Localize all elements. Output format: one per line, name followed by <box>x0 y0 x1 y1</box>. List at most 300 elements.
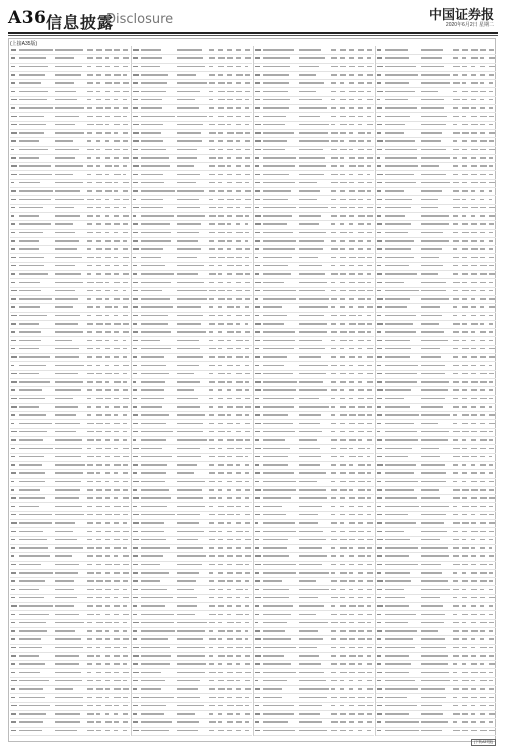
table-cell <box>471 99 476 101</box>
table-cell <box>255 647 261 649</box>
table-cell <box>255 215 261 217</box>
table-cell <box>462 481 466 483</box>
table-cell <box>209 406 213 408</box>
table-cell <box>340 306 345 308</box>
table-cell <box>471 721 476 723</box>
table-cell <box>55 273 81 275</box>
table-cell <box>462 107 469 109</box>
table-cell <box>462 638 467 640</box>
table-cell <box>11 414 15 416</box>
table-cell <box>331 290 336 292</box>
table-cell <box>177 663 206 665</box>
table-cell <box>218 614 223 616</box>
table-cell <box>11 99 17 101</box>
table-cell <box>453 265 458 267</box>
table-cell <box>331 423 336 425</box>
table-cell <box>133 174 138 176</box>
table-cell <box>96 663 101 665</box>
table-cell <box>385 688 418 690</box>
table-cell <box>96 589 102 591</box>
table-cell <box>105 414 111 416</box>
table-cell <box>421 91 438 93</box>
table-cell <box>55 506 82 508</box>
table-cell <box>19 555 50 557</box>
table-cell <box>105 655 110 657</box>
table-cell <box>11 439 16 441</box>
table-cell <box>141 182 164 184</box>
table-cell <box>299 107 327 109</box>
table-cell <box>453 406 459 408</box>
table-cell <box>218 348 222 350</box>
table-cell <box>245 223 248 225</box>
table-cell <box>480 290 485 292</box>
table-cell <box>55 348 79 350</box>
table-cell <box>255 182 260 184</box>
table-cell <box>209 273 216 275</box>
table-cell <box>141 614 174 616</box>
table-cell <box>96 472 100 474</box>
table-cell <box>471 481 477 483</box>
table-cell <box>385 605 409 607</box>
table-cell <box>133 721 138 723</box>
table-cell <box>299 157 325 159</box>
table-cell <box>471 91 478 93</box>
table-cell <box>453 638 459 640</box>
table-cell <box>87 705 93 707</box>
table-cell <box>87 497 93 499</box>
table-cell <box>421 580 448 582</box>
table-cell <box>177 199 199 201</box>
table-cell <box>141 605 165 607</box>
table-cell <box>19 531 43 533</box>
table-cell <box>480 531 486 533</box>
table-cell <box>105 323 111 325</box>
table-cell <box>358 448 365 450</box>
table-cell <box>245 680 250 682</box>
table-cell <box>114 580 120 582</box>
table-cell <box>385 240 414 242</box>
table-cell <box>141 489 169 491</box>
table-cell <box>236 439 243 441</box>
table-cell <box>133 506 137 508</box>
table-cell <box>421 190 442 192</box>
table-cell <box>218 572 223 574</box>
table-cell <box>177 647 205 649</box>
table-cell <box>462 248 468 250</box>
table-cell <box>263 381 297 383</box>
table-cell <box>236 638 242 640</box>
table-cell <box>114 140 120 142</box>
table-cell <box>263 340 295 342</box>
table-cell <box>349 630 356 632</box>
table-cell <box>255 124 261 126</box>
table-cell <box>11 688 15 690</box>
table-cell <box>331 680 337 682</box>
table-cell <box>489 481 494 483</box>
table-cell <box>377 580 383 582</box>
table-cell <box>177 232 199 234</box>
table-cell <box>236 506 241 508</box>
table-cell <box>19 124 46 126</box>
table-cell <box>489 190 492 192</box>
table-cell <box>123 564 129 566</box>
table-cell <box>236 389 242 391</box>
table-cell <box>19 564 41 566</box>
table-cell <box>358 472 365 474</box>
table-cell <box>421 647 446 649</box>
table-cell <box>299 713 320 715</box>
table-cell <box>471 589 477 591</box>
table-cell <box>55 721 80 723</box>
table-cell <box>133 124 139 126</box>
table-cell <box>331 82 336 84</box>
table-cell <box>55 655 79 657</box>
table-cell <box>462 456 469 458</box>
table-cell <box>453 614 457 616</box>
table-cell <box>331 730 337 732</box>
table-cell <box>105 91 110 93</box>
table-cell <box>114 522 119 524</box>
table-cell <box>480 489 486 491</box>
table-cell <box>19 680 49 682</box>
table-cell <box>236 605 241 607</box>
table-cell <box>385 564 418 566</box>
table-cell <box>114 531 120 533</box>
table-cell <box>367 638 372 640</box>
table-cell <box>177 531 204 533</box>
table-cell <box>421 348 440 350</box>
table-cell <box>255 655 261 657</box>
table-cell <box>453 57 458 59</box>
table-cell <box>367 414 372 416</box>
table-cell <box>480 82 484 84</box>
table-cell <box>377 232 381 234</box>
table-cell <box>331 91 336 93</box>
table-cell <box>218 190 224 192</box>
table-cell <box>19 298 52 300</box>
table-cell <box>462 630 468 632</box>
table-cell <box>471 306 476 308</box>
table-cell <box>218 439 223 441</box>
table-cell <box>255 91 260 93</box>
table-cell <box>209 389 213 391</box>
table-cell <box>141 680 165 682</box>
table-cell <box>96 74 101 76</box>
table-cell <box>245 149 250 151</box>
table-cell <box>462 306 468 308</box>
table-cell <box>255 348 259 350</box>
table-cell <box>255 472 260 474</box>
table-cell <box>96 414 102 416</box>
table-cell <box>331 298 337 300</box>
table-cell <box>340 630 346 632</box>
table-cell <box>367 730 371 732</box>
table-cell <box>299 697 327 699</box>
table-cell <box>331 57 337 59</box>
table-cell <box>471 157 476 159</box>
table-cell <box>236 705 243 707</box>
table-cell <box>19 107 53 109</box>
table-cell <box>462 555 468 557</box>
table-cell <box>421 730 442 732</box>
table-cell <box>141 49 161 51</box>
table-cell <box>489 539 493 541</box>
table-cell <box>385 157 417 159</box>
table-cell <box>421 539 440 541</box>
table-cell <box>340 99 346 101</box>
table-cell <box>245 705 249 707</box>
table-cell <box>263 472 294 474</box>
table-cell <box>245 547 251 549</box>
table-cell <box>421 298 449 300</box>
table-cell <box>377 74 381 76</box>
table-cell <box>227 74 232 76</box>
table-cell <box>105 531 111 533</box>
table-cell <box>471 456 477 458</box>
table-cell <box>114 572 120 574</box>
table-cell <box>114 464 121 466</box>
table-cell <box>255 705 259 707</box>
table-cell <box>105 472 110 474</box>
table-cell <box>255 423 261 425</box>
table-cell <box>218 481 222 483</box>
table-cell <box>218 74 223 76</box>
table-cell <box>227 506 234 508</box>
table-cell <box>19 381 50 383</box>
table-cell <box>299 406 329 408</box>
table-cell <box>123 348 127 350</box>
table-cell <box>367 116 371 118</box>
table-cell <box>349 456 356 458</box>
table-cell <box>453 248 457 250</box>
table-cell <box>299 182 317 184</box>
table-cell <box>141 398 164 400</box>
table-cell <box>263 207 296 209</box>
table-cell <box>263 389 296 391</box>
table-cell <box>299 605 324 607</box>
table-cell <box>105 190 112 192</box>
table-cell <box>453 672 457 674</box>
table-cell <box>177 373 194 375</box>
table-cell <box>377 149 382 151</box>
table-cell <box>177 423 203 425</box>
table-cell <box>105 66 110 68</box>
table-cell <box>421 688 445 690</box>
table-cell <box>236 182 242 184</box>
table-cell <box>123 365 129 367</box>
table-cell <box>358 489 365 491</box>
table-cell <box>453 273 458 275</box>
table-cell <box>236 174 241 176</box>
table-cell <box>96 298 102 300</box>
table-cell <box>471 282 477 284</box>
table-cell <box>87 406 91 408</box>
table-cell <box>209 215 216 217</box>
table-cell <box>367 99 373 101</box>
table-cell <box>453 99 460 101</box>
table-cell <box>87 190 92 192</box>
table-cell <box>471 672 478 674</box>
table-cell <box>123 589 127 591</box>
table-cell <box>480 348 485 350</box>
table-cell <box>340 456 344 458</box>
table-cell <box>114 539 120 541</box>
table-cell <box>105 257 111 259</box>
table-cell <box>177 356 203 358</box>
table-cell <box>471 605 476 607</box>
table-cell <box>141 223 170 225</box>
table-cell <box>123 265 128 267</box>
table-cell <box>19 157 39 159</box>
table-cell <box>209 564 215 566</box>
table-cell <box>123 290 126 292</box>
table-cell <box>340 721 346 723</box>
table-cell <box>480 91 486 93</box>
table-cell <box>96 647 100 649</box>
table-cell <box>255 157 259 159</box>
table-cell <box>331 414 335 416</box>
table-cell <box>227 348 233 350</box>
table-cell <box>11 232 15 234</box>
table-cell <box>96 614 100 616</box>
table-cell <box>462 82 466 84</box>
table-cell <box>227 49 232 51</box>
table-cell <box>331 107 336 109</box>
table-cell <box>218 506 224 508</box>
table-cell <box>105 564 112 566</box>
table-cell <box>421 49 443 51</box>
table-cell <box>227 373 231 375</box>
table-cell <box>299 331 327 333</box>
table-cell <box>96 622 103 624</box>
table-cell <box>123 688 129 690</box>
table-cell <box>480 282 486 284</box>
table-cell <box>367 514 371 516</box>
table-cell <box>141 697 174 699</box>
table-cell <box>489 605 493 607</box>
table-cell <box>377 472 381 474</box>
table-cell <box>367 622 371 624</box>
table-cell <box>218 539 223 541</box>
table-cell <box>218 207 223 209</box>
table-cell <box>471 132 477 134</box>
table-cell <box>245 423 250 425</box>
table-cell <box>133 406 137 408</box>
table-cell <box>349 472 355 474</box>
table-cell <box>96 165 100 167</box>
table-cell <box>349 489 353 491</box>
table-cell <box>299 298 329 300</box>
table-cell <box>133 381 136 383</box>
table-cell <box>11 265 16 267</box>
table-cell <box>236 713 240 715</box>
table-cell <box>141 431 173 433</box>
table-cell <box>367 182 372 184</box>
table-cell <box>96 91 100 93</box>
table-cell <box>385 248 411 250</box>
table-cell <box>489 655 494 657</box>
table-cell <box>227 157 231 159</box>
table-cell <box>245 273 250 275</box>
table-cell <box>55 597 77 599</box>
table-cell <box>489 165 493 167</box>
table-cell <box>299 456 321 458</box>
table-cell <box>489 232 493 234</box>
table-cell <box>123 99 127 101</box>
table-cell <box>133 672 139 674</box>
table-cell <box>421 149 446 151</box>
table-cell <box>105 514 112 516</box>
table-cell <box>377 66 383 68</box>
table-cell <box>367 257 372 259</box>
table-cell <box>123 580 128 582</box>
table-cell <box>299 140 329 142</box>
table-cell <box>453 232 458 234</box>
table-cell <box>218 663 222 665</box>
table-cell <box>245 315 250 317</box>
table-cell <box>377 697 383 699</box>
table-cell <box>87 149 94 151</box>
table-cell <box>331 630 336 632</box>
table-cell <box>377 49 381 51</box>
table-cell <box>299 116 320 118</box>
table-cell <box>245 373 250 375</box>
table-cell <box>11 116 17 118</box>
table-cell <box>209 630 213 632</box>
table-column-block <box>254 46 374 736</box>
table-cell <box>87 107 92 109</box>
table-cell <box>11 290 17 292</box>
table-cell <box>453 356 458 358</box>
table-cell <box>55 605 74 607</box>
table-cell <box>133 99 138 101</box>
table-cell <box>245 398 250 400</box>
table-cell <box>209 182 215 184</box>
table-cell <box>453 597 457 599</box>
table-cell <box>480 273 487 275</box>
table-cell <box>218 622 222 624</box>
table-cell <box>471 614 477 616</box>
table-cell <box>358 348 362 350</box>
table-cell <box>218 223 225 225</box>
table-cell <box>227 190 232 192</box>
table-cell <box>55 215 80 217</box>
table-cell <box>177 580 196 582</box>
table-cell <box>96 713 100 715</box>
table-cell <box>480 572 487 574</box>
table-cell <box>87 232 93 234</box>
table-cell <box>245 232 249 234</box>
table-cell <box>358 107 363 109</box>
table-cell <box>87 348 93 350</box>
table-cell <box>263 373 293 375</box>
table-cell <box>263 597 289 599</box>
table-cell <box>11 655 16 657</box>
table-cell <box>471 190 475 192</box>
table-cell <box>255 132 261 134</box>
table-cell <box>177 672 205 674</box>
table-cell <box>87 713 94 715</box>
table-cell <box>236 356 243 358</box>
table-cell <box>177 414 205 416</box>
table-cell <box>453 622 459 624</box>
table-cell <box>19 207 43 209</box>
table-cell <box>123 315 128 317</box>
table-cell <box>340 423 345 425</box>
table-cell <box>358 207 363 209</box>
table-cell <box>245 182 249 184</box>
table-cell <box>209 638 216 640</box>
